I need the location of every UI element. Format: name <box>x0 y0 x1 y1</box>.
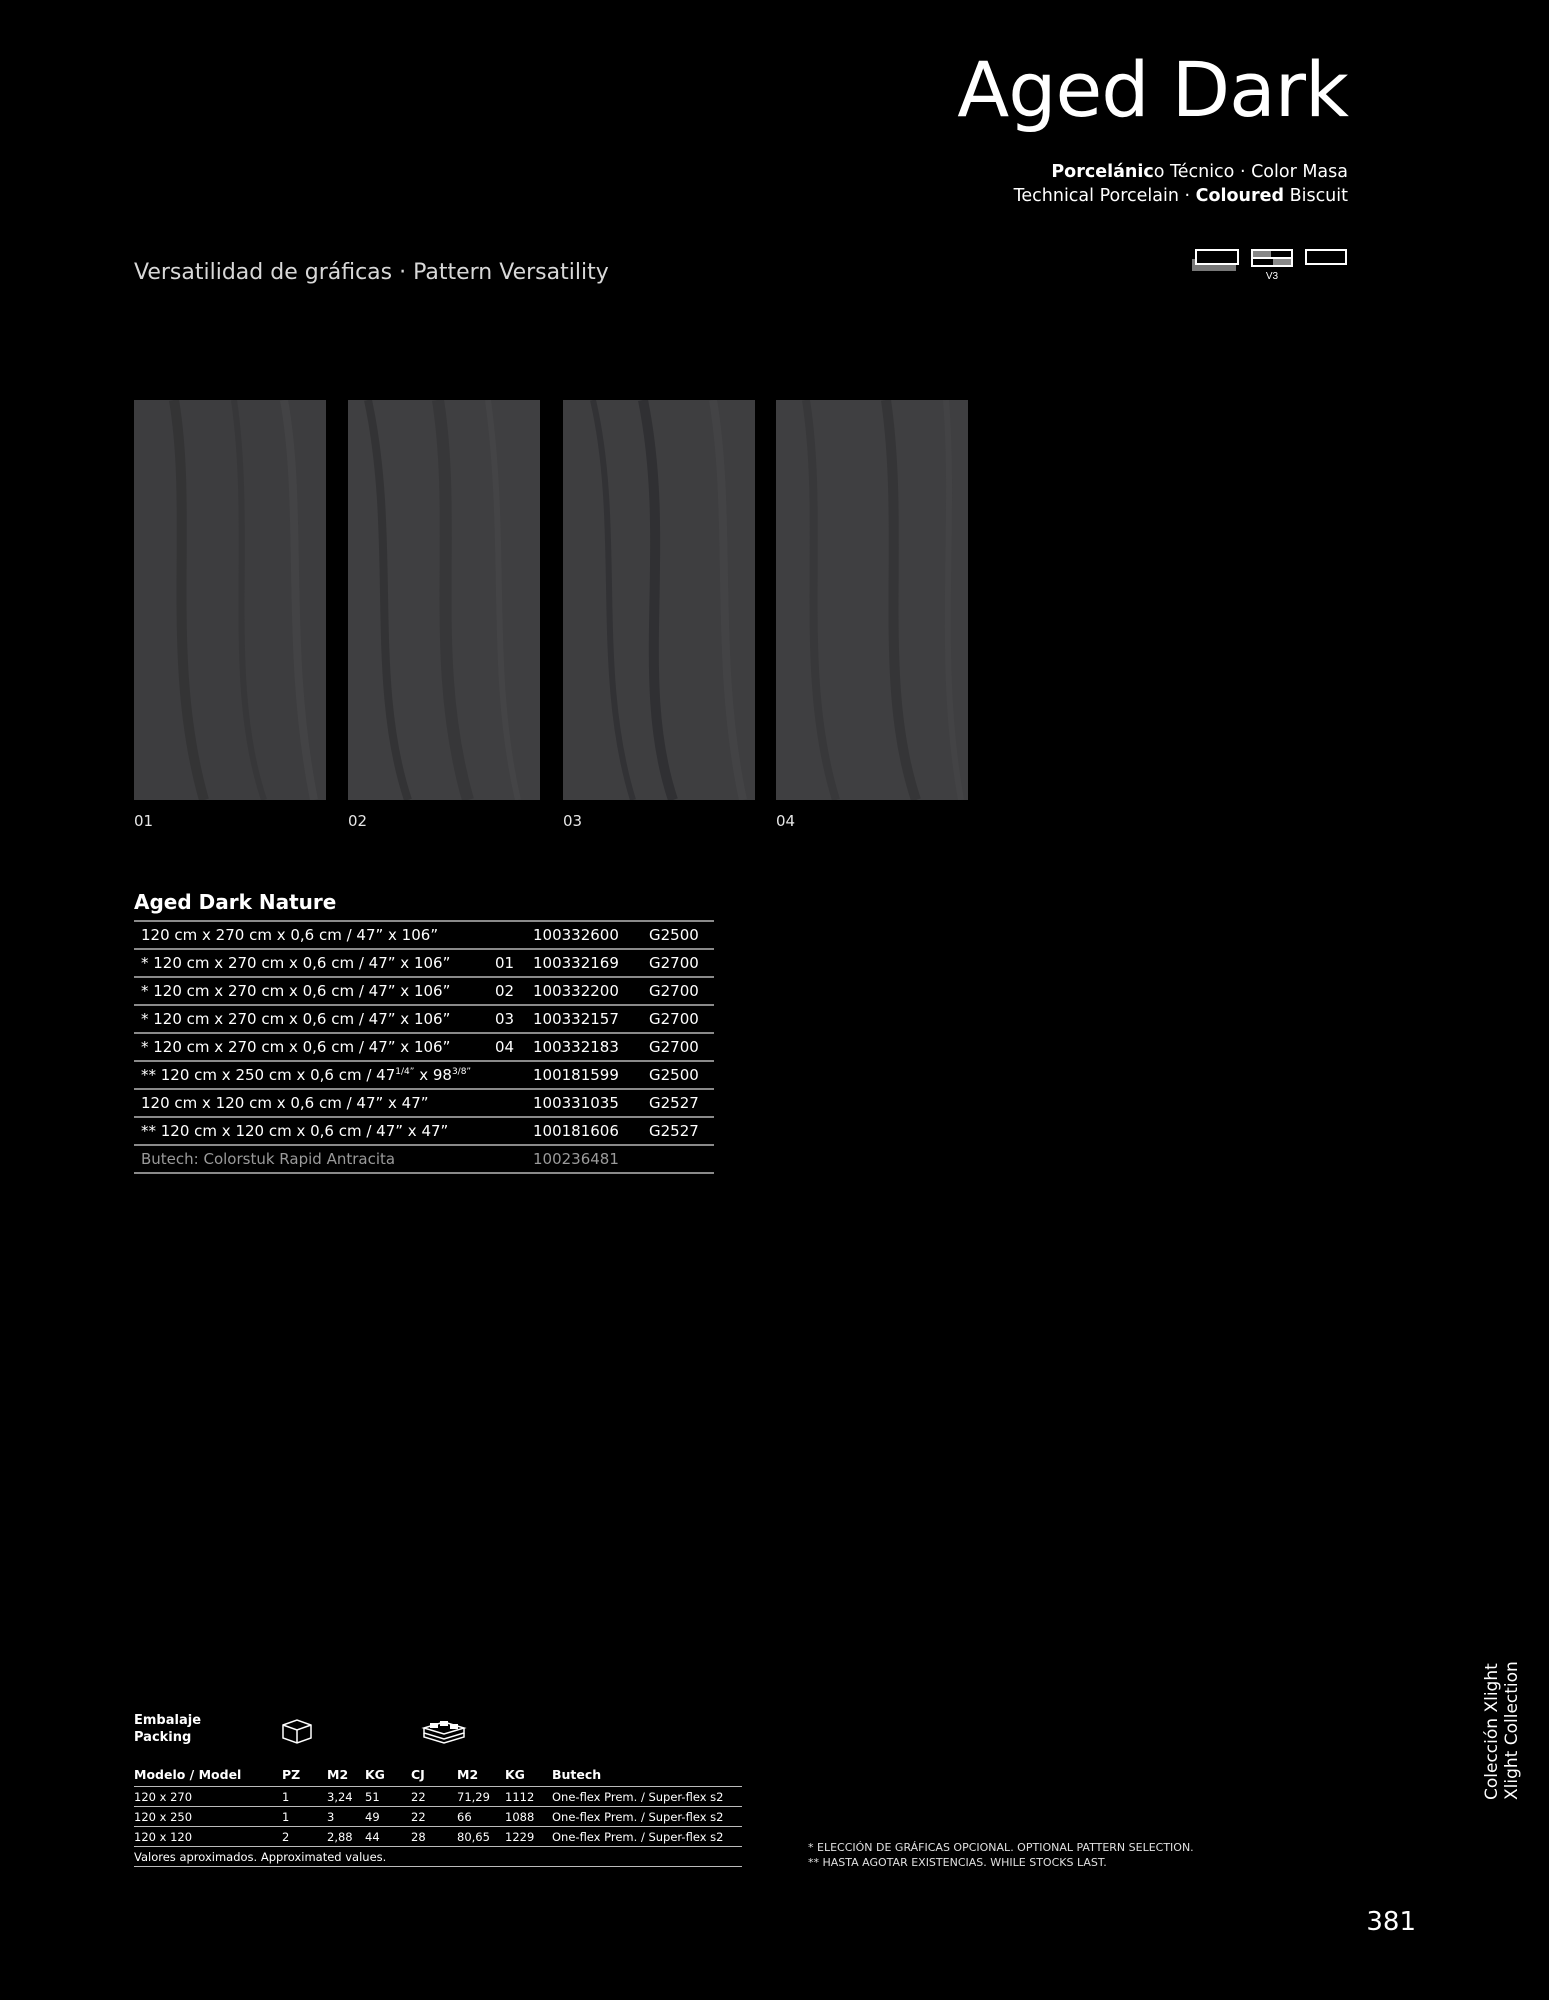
cell-kg: 51 <box>365 1787 411 1807</box>
product-table <box>134 920 714 1174</box>
tile-image-02 <box>348 400 540 800</box>
table-row <box>134 949 714 977</box>
row-variant: 03 <box>488 1005 526 1033</box>
side-label-es: Colección Xlight <box>1482 1663 1502 1800</box>
row-desc: ** 120 cm x 120 cm x 0,6 cm / 47” x 47” <box>134 1117 488 1145</box>
col-cj: CJ <box>411 1766 425 1782</box>
packing-note: Valores aproximados. Approximated values. <box>134 1847 742 1867</box>
cell-butech: One-flex Prem. / Super-flex s2 <box>552 1787 742 1807</box>
row-code: 100236481 <box>526 1145 642 1173</box>
tile-label-03: 03 <box>563 812 583 830</box>
cell-m2: 2,88 <box>327 1827 365 1847</box>
cell-butech: One-flex Prem. / Super-flex s2 <box>552 1827 742 1847</box>
cell-kg-pallet: 1112 <box>505 1787 552 1807</box>
subtitle-en-post: Biscuit <box>1284 186 1348 206</box>
format-icon-label: V3 <box>1265 271 1279 282</box>
format-icons <box>1190 247 1350 283</box>
table-row <box>134 1033 714 1061</box>
cell-pz: 1 <box>282 1807 327 1827</box>
table-row <box>134 1089 714 1117</box>
cell-kg-pallet: 1088 <box>505 1807 552 1827</box>
row-variant: 01 <box>488 949 526 977</box>
page-number: 381 <box>1366 1907 1416 1937</box>
col-butech: Butech <box>552 1766 602 1782</box>
side-label-en: Xlight Collection <box>1502 1661 1522 1800</box>
cell-m2-pallet: 71,29 <box>457 1787 505 1807</box>
table-row <box>134 1827 742 1847</box>
tile-image-03 <box>563 400 755 800</box>
col-kg-pallet: KG <box>505 1766 525 1782</box>
row-desc-pre: ** 120 cm x 250 cm x 0,6 cm / 47 <box>141 1066 396 1084</box>
table-row <box>134 1145 714 1173</box>
cell-m2: 3,24 <box>327 1787 365 1807</box>
pattern-grid-icon <box>1252 250 1292 266</box>
row-code: 100181599 <box>526 1061 642 1089</box>
row-code: 100332600 <box>526 921 642 949</box>
row-desc: * 120 cm x 270 cm x 0,6 cm / 47” x 106” <box>134 1033 488 1061</box>
tile-image-04 <box>776 400 968 800</box>
row-desc: 120 cm x 270 cm x 0,6 cm / 47” x 106” <box>134 921 488 949</box>
cell-model: 120 x 270 <box>134 1787 282 1807</box>
row-code: 100331035 <box>526 1089 642 1117</box>
row-code: 100332183 <box>526 1033 642 1061</box>
row-desc: * 120 cm x 270 cm x 0,6 cm / 47” x 106” <box>134 949 488 977</box>
cell-model: 120 x 120 <box>134 1827 282 1847</box>
row-variant <box>488 921 526 949</box>
product-subtitle <box>1014 160 1348 208</box>
row-pack: G2500 <box>642 921 714 949</box>
row-desc: Butech: Colorstuk Rapid Antracita <box>134 1145 488 1173</box>
row-pack: G2527 <box>642 1089 714 1117</box>
row-code: 100332200 <box>526 977 642 1005</box>
row-variant: 02 <box>488 977 526 1005</box>
subtitle-en-pre: Technical Porcelain · <box>1013 186 1196 206</box>
subtitle-en-bold: Coloured <box>1195 186 1285 206</box>
tile-label-01: 01 <box>134 812 154 830</box>
cell-kg: 49 <box>365 1807 411 1827</box>
cell-butech: One-flex Prem. / Super-flex s2 <box>552 1807 742 1827</box>
cell-cj: 22 <box>411 1787 457 1807</box>
cell-model: 120 x 250 <box>134 1807 282 1827</box>
tile-image-01 <box>134 400 326 800</box>
row-code: 100181606 <box>526 1117 642 1145</box>
row-code: 100332169 <box>526 949 642 977</box>
footnote-1: * ELECCIÓN DE GRÁFICAS OPCIONAL. OPTIONAL PATTERN SELECTION. <box>808 1841 1194 1854</box>
subtitle-es-rest: o Técnico · Color Masa <box>1153 162 1348 182</box>
row-pack: G2700 <box>642 1033 714 1061</box>
collection-side-label <box>1482 1661 1522 1800</box>
row-pack: G2500 <box>642 1061 714 1089</box>
row-pack <box>642 1145 714 1173</box>
row-variant <box>488 1117 526 1145</box>
row-pack: G2700 <box>642 1005 714 1033</box>
table-row <box>134 1117 714 1145</box>
cell-cj: 22 <box>411 1807 457 1827</box>
col-pz: PZ <box>282 1766 301 1782</box>
col-kg: KG <box>365 1766 385 1782</box>
col-m2: M2 <box>327 1766 349 1782</box>
packing-note-row <box>134 1847 742 1867</box>
row-pack: G2527 <box>642 1117 714 1145</box>
packing-header-row <box>134 1762 742 1787</box>
row-desc-sup2: 3/8” <box>451 1067 472 1077</box>
tile-label-02: 02 <box>348 812 368 830</box>
cell-m2-pallet: 80,65 <box>457 1827 505 1847</box>
cell-kg-pallet: 1229 <box>505 1827 552 1847</box>
row-desc: * 120 cm x 270 cm x 0,6 cm / 47” x 106” <box>134 977 488 1005</box>
row-variant: 04 <box>488 1033 526 1061</box>
row-pack: G2700 <box>642 977 714 1005</box>
row-desc <box>134 1061 488 1089</box>
row-variant <box>488 1089 526 1117</box>
col-model: Modelo / Model <box>134 1766 242 1782</box>
table-row <box>134 977 714 1005</box>
footnotes <box>808 1840 1194 1870</box>
row-desc: 120 cm x 120 cm x 0,6 cm / 47” x 47” <box>134 1089 488 1117</box>
table-row <box>134 1807 742 1827</box>
row-code: 100332157 <box>526 1005 642 1033</box>
cell-kg: 44 <box>365 1827 411 1847</box>
packing-table <box>134 1762 742 1867</box>
slab-stack-icon <box>1192 250 1238 271</box>
packing-heading-es: Embalaje <box>134 1713 202 1728</box>
table-row <box>134 1061 714 1089</box>
footnote-2: ** HASTA AGOTAR EXISTENCIAS. WHILE STOCKS LAST. <box>808 1856 1107 1869</box>
tile-label-04: 04 <box>776 812 796 830</box>
pallet-icon <box>420 1718 468 1744</box>
col-m2-pallet: M2 <box>457 1766 479 1782</box>
table-row <box>134 921 714 949</box>
row-pack: G2700 <box>642 949 714 977</box>
row-variant <box>488 1061 526 1089</box>
subtitle-line-es <box>1014 160 1348 184</box>
section-title: Versatilidad de gráficas · Pattern Versatility <box>134 260 609 285</box>
packing-heading <box>134 1712 201 1746</box>
row-variant <box>488 1145 526 1173</box>
page-title: Aged Dark <box>957 45 1348 134</box>
row-desc-mid: x 98 <box>414 1066 452 1084</box>
cell-m2: 3 <box>327 1807 365 1827</box>
row-desc: * 120 cm x 270 cm x 0,6 cm / 47” x 106” <box>134 1005 488 1033</box>
table-row <box>134 1787 742 1807</box>
box-icon <box>280 1718 314 1744</box>
table-row <box>134 1005 714 1033</box>
cell-cj: 28 <box>411 1827 457 1847</box>
packing-heading-en: Packing <box>134 1730 192 1745</box>
single-slab-icon <box>1306 250 1346 264</box>
cell-m2-pallet: 66 <box>457 1807 505 1827</box>
subtitle-line-en <box>1014 184 1348 208</box>
row-desc-sup1: 1/4” <box>395 1067 415 1077</box>
cell-pz: 2 <box>282 1827 327 1847</box>
cell-pz: 1 <box>282 1787 327 1807</box>
product-name: Aged Dark Nature <box>134 890 337 914</box>
subtitle-es-bold: Porcelánic <box>1051 162 1154 182</box>
